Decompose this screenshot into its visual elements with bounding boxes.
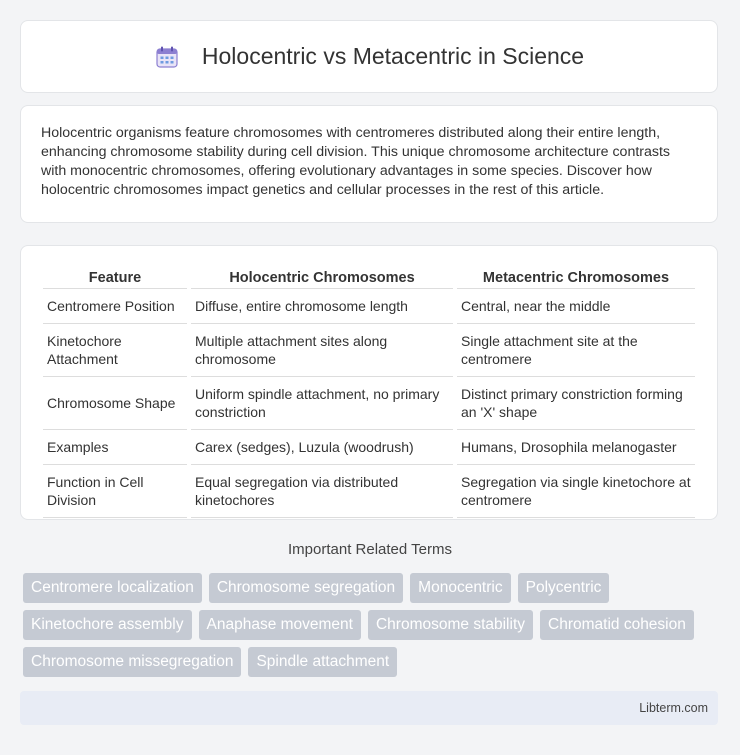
table-cell: Uniform spindle attachment, no primary constriction (191, 377, 453, 430)
table-cell: Function in Cell Division (43, 465, 187, 518)
column-header: Holocentric Chromosomes (191, 264, 453, 289)
comparison-table (39, 264, 699, 518)
table-cell: Humans, Drosophila melanogaster (457, 430, 695, 465)
related-term-tag[interactable]: Spindle attachment (248, 647, 397, 677)
related-terms-list (23, 573, 723, 677)
header-card (20, 20, 718, 93)
related-term-tag[interactable]: Chromosome segregation (209, 573, 403, 603)
table-cell: Chromosome Shape (43, 377, 187, 430)
table-cell: Examples (43, 430, 187, 465)
column-header: Metacentric Chromosomes (457, 264, 695, 289)
table-row (43, 377, 695, 430)
calendar-icon (154, 44, 180, 70)
page-title: Holocentric vs Metacentric in Science (201, 43, 585, 69)
related-term-tag[interactable]: Chromatid cohesion (540, 610, 694, 640)
related-term-tag[interactable]: Chromosome missegregation (23, 647, 241, 677)
table-cell: Segregation via single kinetochore at centromere (457, 465, 695, 518)
table-row (43, 289, 695, 324)
related-term-tag[interactable]: Centromere localization (23, 573, 202, 603)
column-header: Feature (43, 264, 187, 289)
table-cell: Kinetochore Attachment (43, 324, 187, 377)
table-cell: Equal segregation via distributed kinetochores (191, 465, 453, 518)
comparison-table-card (20, 245, 718, 520)
related-term-tag[interactable]: Monocentric (410, 573, 510, 603)
table-cell: Multiple attachment sites along chromosome (191, 324, 453, 377)
table-cell: Central, near the middle (457, 289, 695, 324)
table-cell: Centromere Position (43, 289, 187, 324)
related-terms-title: Important Related Terms (288, 541, 452, 558)
related-term-tag[interactable]: Kinetochore assembly (23, 610, 192, 640)
footer (20, 691, 718, 725)
footer-site-link[interactable]: Libterm.com (639, 701, 708, 715)
table-cell: Single attachment site at the centromere (457, 324, 695, 377)
table-row (43, 430, 695, 465)
table-cell: Carex (sedges), Luzula (woodrush) (191, 430, 453, 465)
table-header-row (43, 264, 695, 289)
table-row (43, 324, 695, 377)
table-cell: Diffuse, entire chromosome length (191, 289, 453, 324)
related-term-tag[interactable]: Anaphase movement (199, 610, 361, 640)
related-term-tag[interactable]: Chromosome stability (368, 610, 533, 640)
intro-text: Holocentric organisms feature chromosomes with centromeres distributed along their entire length, enhancing chromosome stability during cell division. This unique chromosome architecture contrasts with monocentric chromosomes, offering evolutionary advantages in some species. Discover how holocentric chromosomes impact genetics and cellular processes in the rest of this article. (41, 125, 671, 198)
related-term-tag[interactable]: Polycentric (518, 573, 610, 603)
table-row (43, 465, 695, 518)
intro-card (20, 105, 718, 223)
table-cell: Distinct primary constriction forming an 'X' shape (457, 377, 695, 430)
